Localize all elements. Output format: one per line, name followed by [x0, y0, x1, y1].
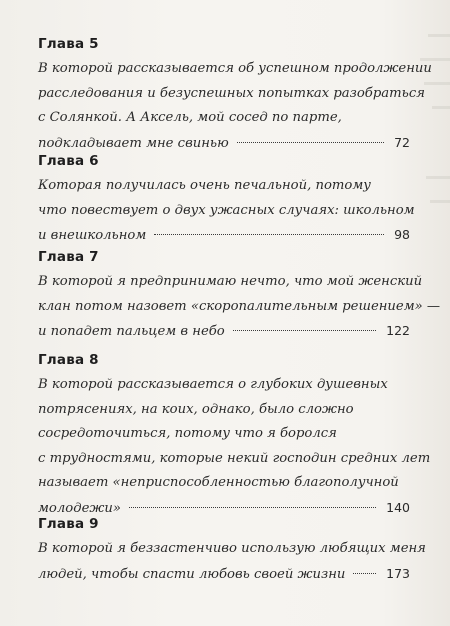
- description-last-line: [38, 562, 410, 588]
- toc-entry-chapter-9[interactable]: [38, 516, 426, 587]
- page-number: 98: [394, 227, 410, 243]
- chapter-title: Глава 6: [38, 153, 99, 169]
- description-line: и попадет пальцем в небо: [38, 324, 225, 340]
- chapter-title: Глава 9: [38, 516, 99, 532]
- chapter-description: [38, 174, 415, 249]
- page-number: 72: [394, 134, 410, 150]
- dot-leader: [237, 142, 384, 143]
- description-line: В которой я предпринимаю нечто, что мой женский: [38, 274, 423, 289]
- page-number: 122: [386, 323, 410, 339]
- toc-entry-chapter-6[interactable]: [38, 153, 415, 249]
- page-number: 140: [386, 499, 410, 515]
- description-line: называет «неприспособленностью благополучной: [38, 475, 399, 491]
- description-line: с Солянкой. А Аксель, мой сосед по парте,: [38, 110, 342, 126]
- dot-leader: [129, 507, 376, 508]
- bleed-through-mark: [428, 34, 450, 37]
- description-line: сосредоточиться, потому что я боролся: [38, 426, 337, 442]
- chapter-title: Глава 8: [38, 352, 99, 368]
- dot-leader: [353, 573, 376, 574]
- description-line: клан потом назовет «скоропалительным решением» —: [38, 298, 441, 314]
- description-line: и внешкольном: [38, 228, 147, 244]
- description-line: В которой я беззастенчиво использую любящих меня: [38, 541, 426, 556]
- description-line: молодежи»: [38, 500, 121, 516]
- description-last-line: [38, 319, 410, 345]
- chapter-description: [38, 270, 441, 345]
- dot-leader: [154, 234, 384, 235]
- description-line: В которой рассказывается об успешном продолжении: [38, 61, 432, 76]
- description-line: потрясениях, на коих, однако, было сложно: [38, 401, 354, 417]
- dot-leader: [233, 330, 376, 331]
- chapter-title: Глава 7: [38, 249, 99, 265]
- description-line: подкладывает мне свинью: [38, 135, 229, 151]
- chapter-title: Глава 5: [38, 36, 99, 52]
- description-line: людей, чтобы спасти любовь своей жизни: [38, 566, 346, 582]
- chapter-description: [38, 373, 431, 522]
- bleed-through-mark: [432, 106, 450, 109]
- page-number: 173: [386, 565, 410, 581]
- bleed-through-mark: [424, 82, 450, 85]
- toc-entry-chapter-5[interactable]: [38, 36, 432, 156]
- description-line: что повествует о двух ужасных случаях: школьном: [38, 202, 415, 218]
- description-line: В которой рассказывается о глубоких душевных: [38, 377, 388, 392]
- description-last-line: [38, 223, 410, 249]
- description-line: с трудностями, которые некий господин средних лет: [38, 450, 431, 466]
- chapter-description: [38, 57, 432, 156]
- toc-entry-chapter-7[interactable]: [38, 249, 441, 345]
- bleed-through-mark: [430, 200, 450, 203]
- description-line: Которая получилась очень печальной, потому: [38, 178, 371, 193]
- toc-entry-chapter-8[interactable]: [38, 352, 431, 522]
- description-line: расследования и безуспешных попытках разобраться: [38, 85, 425, 101]
- chapter-description: [38, 537, 426, 587]
- bleed-through-mark: [426, 176, 450, 179]
